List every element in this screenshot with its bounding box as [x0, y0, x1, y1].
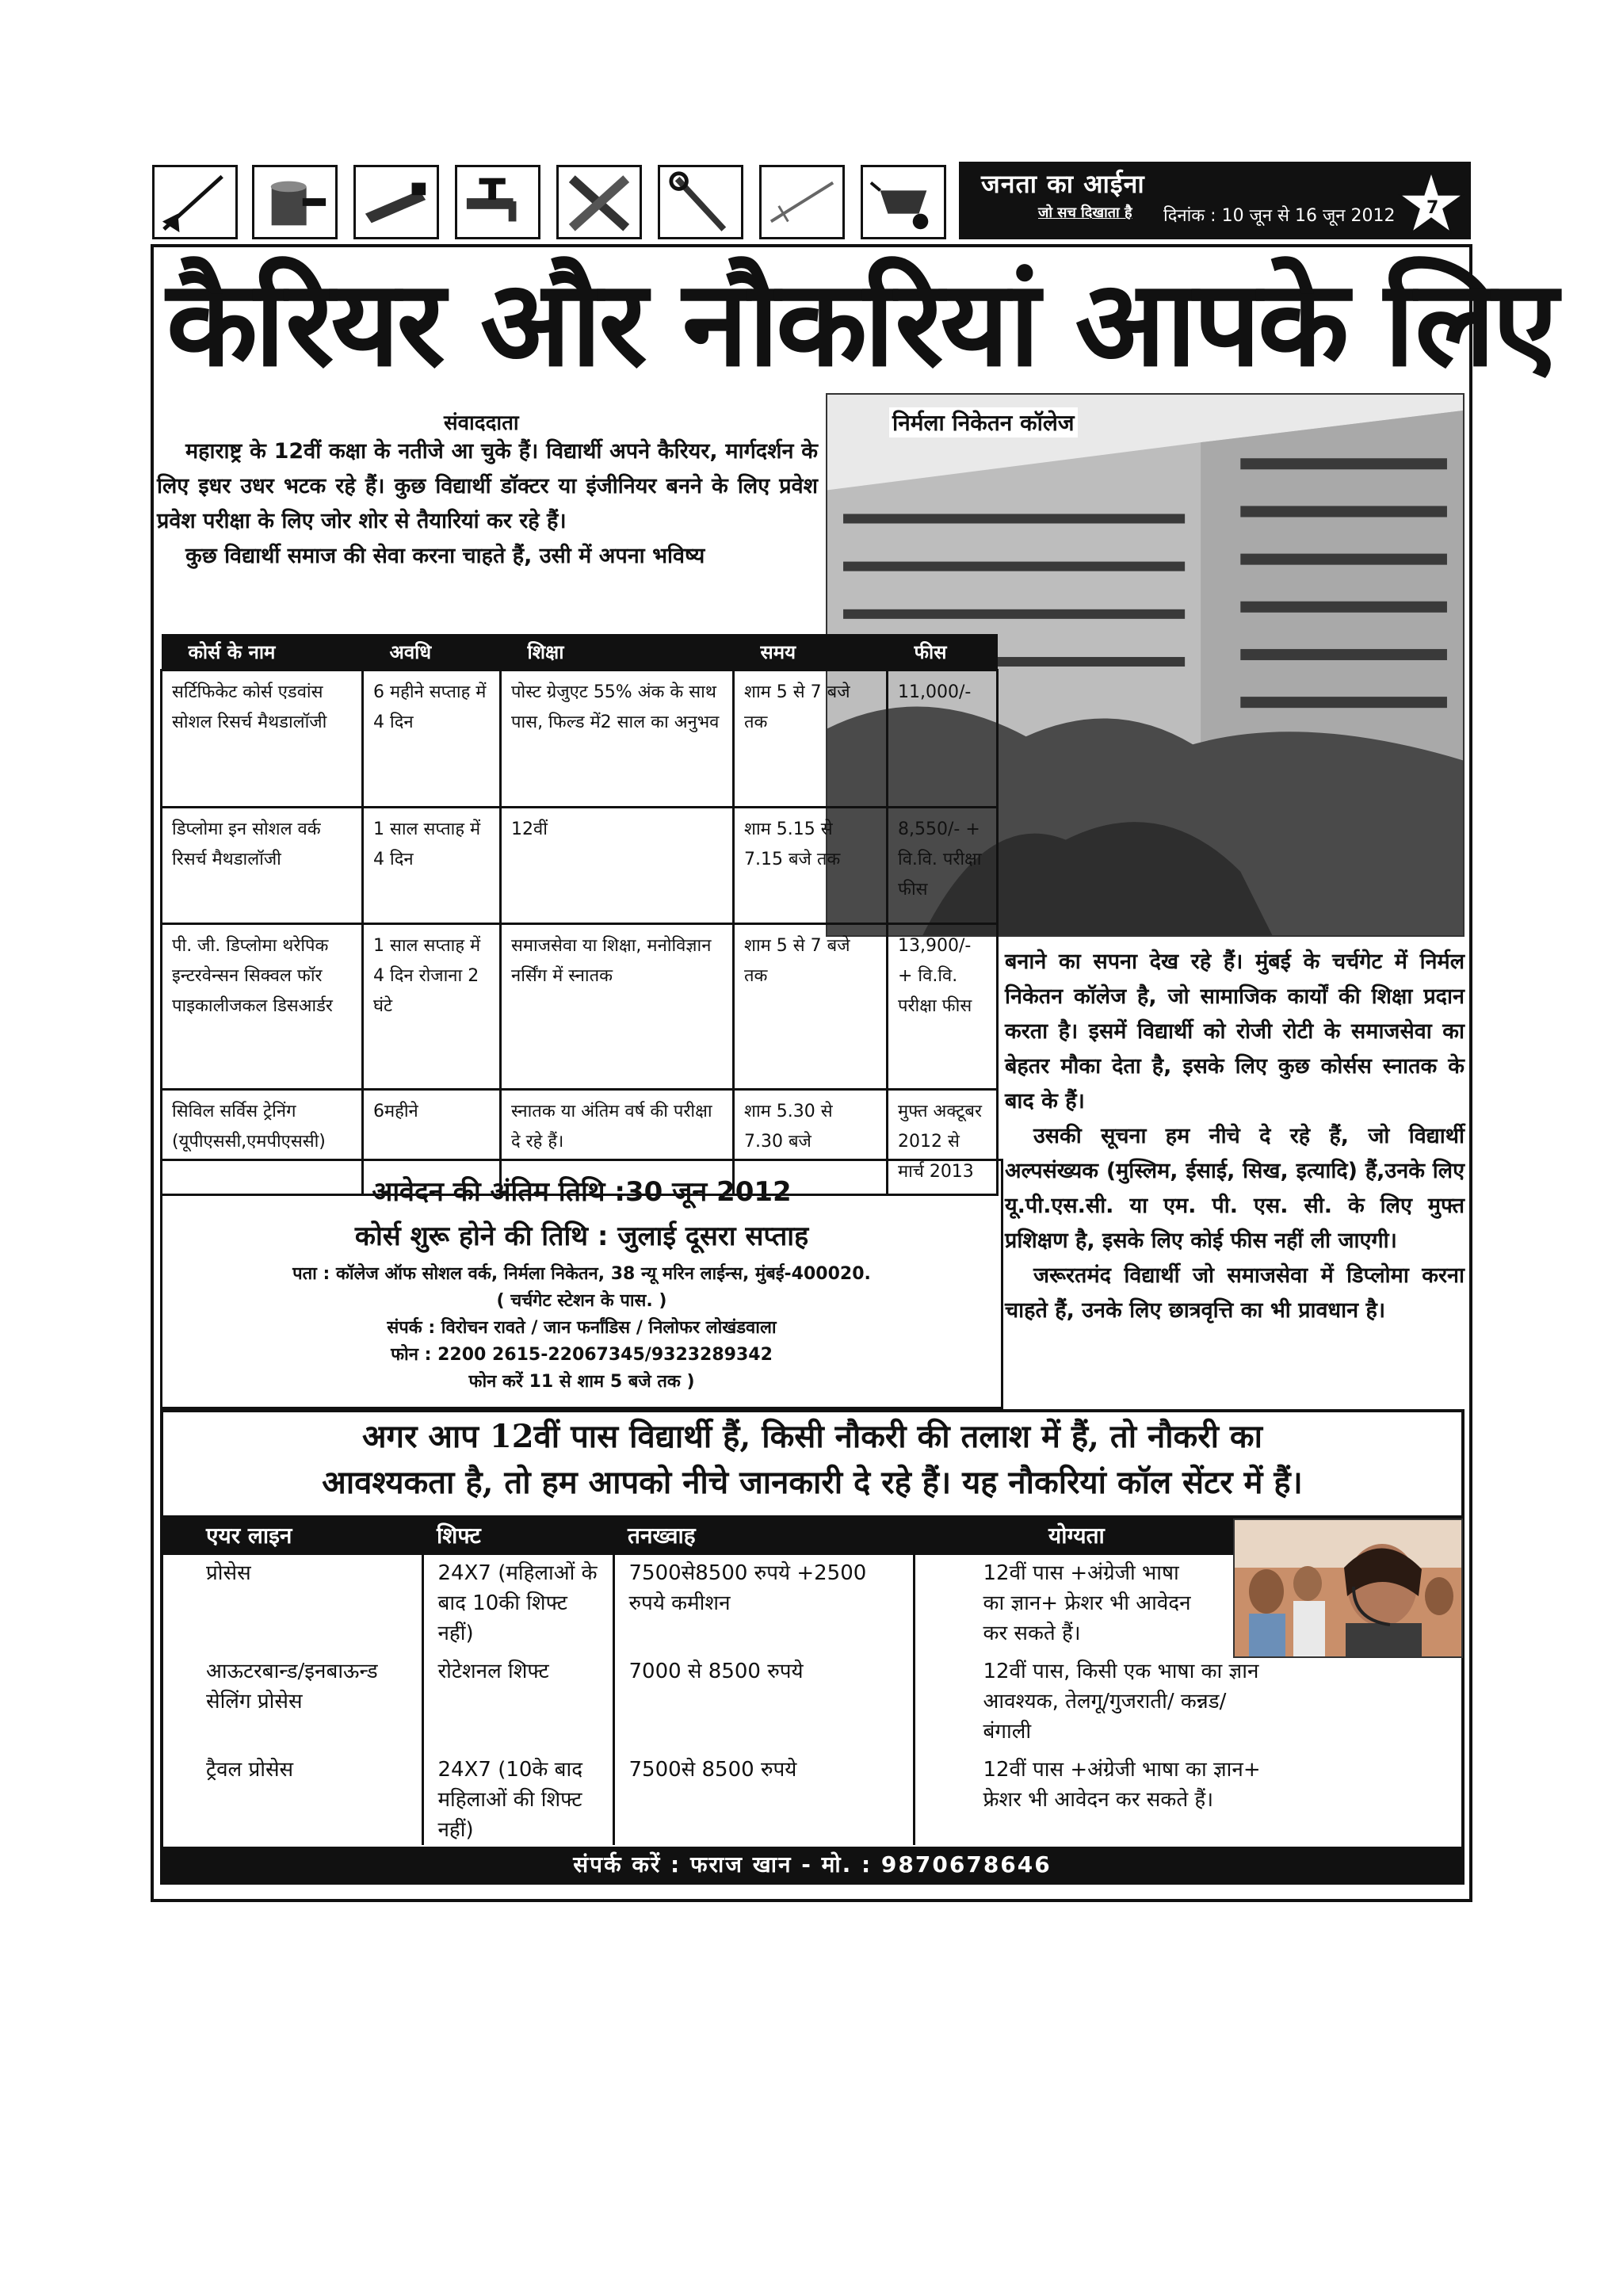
- course-name: सर्टिफिकेट कोर्स एडवांस सोशल रिसर्च मैथडालॉजी: [162, 670, 363, 808]
- column-header: तनख्वाह: [613, 1515, 914, 1555]
- right-column-text: [1005, 945, 1465, 1328]
- college-address: पता : कॉलेज ऑफ सोशल वर्क, निर्मला निकेतन, 38 न्यू मरिन लाईन्स, मुंबई-400020.: [292, 1264, 871, 1284]
- byline: संवाददाता: [444, 411, 519, 435]
- job-shift: 24X7 (10के बाद महिलाओं की शिफ्ट नहीं): [422, 1752, 613, 1845]
- table-row: [162, 670, 998, 808]
- newspaper-tagline: जो सच दिखाता है: [1038, 204, 1132, 221]
- course-name: डिप्लोमा इन सोशल वर्क रिसर्च मैथडालॉजी: [162, 808, 363, 924]
- course-start-date: कोर्स शुरू होने की तिथि : जुलाई दूसरा सप्ताह: [354, 1221, 809, 1252]
- column-header: शिफ्ट: [422, 1515, 613, 1555]
- column-header: कोर्स के नाम: [162, 634, 363, 670]
- course-time: शाम 5 से 7 बजे तक: [734, 924, 888, 1090]
- course-table: [160, 634, 999, 1196]
- tools-icon: [556, 165, 642, 239]
- course-duration: 6महीने: [363, 1090, 501, 1195]
- course-fee: 11,000/-: [888, 670, 998, 808]
- course-education: 12वीं: [501, 808, 734, 924]
- newspaper-title: जनता का आईना: [981, 169, 1145, 199]
- column-header: समय: [734, 634, 888, 670]
- job-salary: 7500से8500 रुपये +2500 रुपये कमीशन: [613, 1555, 914, 1653]
- column-header: शिक्षा: [501, 634, 734, 670]
- call-timing: फोन करें 11 से शाम 5 बजे तक ): [468, 1372, 695, 1392]
- application-deadline: आवेदन की अंतिम तिथि :30 जून 2012: [372, 1176, 792, 1208]
- phone-numbers: फोन : 2200 2615-22067345/9323289342: [391, 1345, 773, 1365]
- intro-text: [157, 434, 818, 574]
- table-row: [162, 924, 998, 1090]
- application-notice: [160, 1159, 1003, 1409]
- course-time: शाम 5 से 7 बजे तक: [734, 670, 888, 808]
- table-row: [162, 1653, 1463, 1752]
- job-qualification: 12वीं पास +अंग्रेजी भाषा का ज्ञान+ फ्रेशर भी आवेदन कर सकते हैं।: [914, 1752, 1463, 1845]
- water-tap-icon: [455, 165, 540, 239]
- table-row: [162, 1752, 1463, 1845]
- job-qualification: 12वीं पास, किसी एक भाषा का ज्ञान आवश्यक, तेलगू/गुजराती/ कन्नड/बंगाली: [914, 1653, 1463, 1752]
- course-name: पी. जी. डिप्लोमा थरेपिक इन्टरवेन्सन सिक्वल फॉर पाइकालीजकल डिसआर्डर: [162, 924, 363, 1090]
- address-landmark: ( चर्चगेट स्टेशन के पास. ): [496, 1291, 667, 1311]
- job-process: आऊटरबान्ड/इनबाऊन्ड सेलिंग प्रोसेस: [206, 1660, 378, 1713]
- course-fee: 13,900/- + वि.वि. परीक्षा फीस: [888, 924, 998, 1090]
- masthead: [959, 162, 1471, 239]
- jobs-heading-line: अगर आप 12वीं पास विद्यार्थी हैं, किसी नौकरी की तलाश में हैं, तो नौकरी का: [362, 1418, 1262, 1455]
- paragraph: जरूरतमंद विद्यार्थी जो समाजसेवा में डिप्लोमा करना चाहते हैं, उनके लिए छात्रवृत्ति का भी प्रावधान है।: [1005, 1263, 1465, 1323]
- table-row: [162, 808, 998, 924]
- course-time: शाम 5.15 से 7.15 बजे तक: [734, 808, 888, 924]
- column-header: एयर लाइन: [162, 1515, 422, 1555]
- wheelbarrow-icon: [861, 165, 946, 239]
- job-salary: 7500से 8500 रुपये: [613, 1752, 914, 1845]
- course-education: स्नातक या अंतिम वर्ष की परीक्षा दे रहे हैं।: [501, 1090, 734, 1195]
- saw-icon: [353, 165, 439, 239]
- paint-bucket-icon: [252, 165, 338, 239]
- call-centre-photo: [1233, 1519, 1463, 1658]
- column-header: योग्यता: [914, 1515, 1463, 1555]
- intro-paragraph: कुछ विद्यार्थी समाज की सेवा करना चाहते हैं, उसी में अपना भविष्य: [185, 544, 705, 568]
- course-duration: 1 साल सप्ताह में 4 दिन: [363, 808, 501, 924]
- course-fee: मुफ्त अक्टूबर 2012 से मार्च 2013: [888, 1090, 998, 1195]
- course-time: शाम 5.30 से 7.30 बजे: [734, 1090, 888, 1195]
- photo-caption: निर्मला निकेतन कॉलेज: [889, 407, 1078, 437]
- job-qualification: 12वीं पास +अंग्रेजी भाषा का ज्ञान+ फ्रेशर भी आवेदन कर सकते हैं।: [914, 1555, 1463, 1653]
- course-duration: 1 साल सप्ताह में 4 दिन रोजाना 2 घंटे: [363, 924, 501, 1090]
- rake-icon: [759, 165, 845, 239]
- issue-date: दिनांक : 10 जून से 16 जून 2012: [1163, 206, 1396, 226]
- jobs-heading: [160, 1414, 1465, 1506]
- course-education: समाजसेवा या शिक्षा, मनोविज्ञान नर्सिंग में स्नातक: [501, 924, 734, 1090]
- page-number: 7: [1426, 198, 1439, 218]
- contact-bar: संपर्क करें : फराज खान - मो. : 9870678646: [160, 1847, 1465, 1883]
- job-process: प्रोसेस: [206, 1561, 251, 1585]
- job-shift: 24X7 (महिलाओं के बाद 10की शिफ्ट नहीं): [422, 1555, 613, 1653]
- job-process: ट्रैवल प्रोसेस: [206, 1758, 294, 1782]
- contact-persons: संपर्क : विरोचन रावते / जान फर्नांडिस / निलोफर लोखंडवाला: [387, 1318, 777, 1338]
- course-duration: 6 महीने सप्ताह में 4 दिन: [363, 670, 501, 808]
- course-fee: 8,550/- + वि.वि. परीक्षा फीस: [888, 808, 998, 924]
- jobs-heading-line: आवश्यकता है, तो हम आपको नीचे जानकारी दे रहे हैं। यह नौकरियां कॉल सेंटर में हैं।: [322, 1464, 1303, 1501]
- hoe-icon: [152, 165, 238, 239]
- course-education: पोस्ट ग्रेजुएट 55% अंक के साथ पास, फिल्ड में2 साल का अनुभव: [501, 670, 734, 808]
- paragraph: बनाने का सपना देख रहे हैं। मुंबई के चर्चगेट में निर्मल निकेतन कॉलेज है, जो सामाजिक कार्यों की शिक्षा प्रदान करता है। इसमें विद्यार्थी को रोजी रोटी के समाजसेवा का बेहतर मौका देता है, इसके लिए कुछ कोर्सस स्नातक के बाद के हैं।: [1005, 949, 1465, 1114]
- column-header: अवधि: [363, 634, 501, 670]
- headline: कैरियर और नौकरियां आपके लिए: [166, 254, 1555, 393]
- paragraph: उसकी सूचना हम नीचे दे रहे हैं, जो विद्यार्थी अल्पसंख्यक (मुस्लिम, ईसाई, सिख, इत्यादि) हैं,उनके लिए यू.पी.एस.सी. या एम. पी. एस. सी. के लिए मुफ्त प्रशिक्षण है, इसके लिए कोई फीस नहीं ली जाएगी।: [1005, 1124, 1465, 1253]
- job-shift: रोटेशनल शिफ्ट: [422, 1653, 613, 1752]
- column-header: फीस: [888, 634, 998, 670]
- course-name: सिविल सर्विस ट्रेनिंग (यूपीएससी,एमपीएससी): [162, 1090, 363, 1195]
- wrench-icon: [658, 165, 743, 239]
- intro-paragraph: महाराष्ट्र के 12वीं कक्षा के नतीजे आ चुके हैं। विद्यार्थी अपने कैरियर, मार्गदर्शन के लिए इधर उधर भटक रहे हैं। कुछ विद्यार्थी डॉक्टर या इंजीनियर बनने के लिए प्रवेश प्रवेश परीक्षा के लिए जोर शोर से तैयारियां कर रहे हैं।: [157, 439, 818, 533]
- job-salary: 7000 से 8500 रुपये: [613, 1653, 914, 1752]
